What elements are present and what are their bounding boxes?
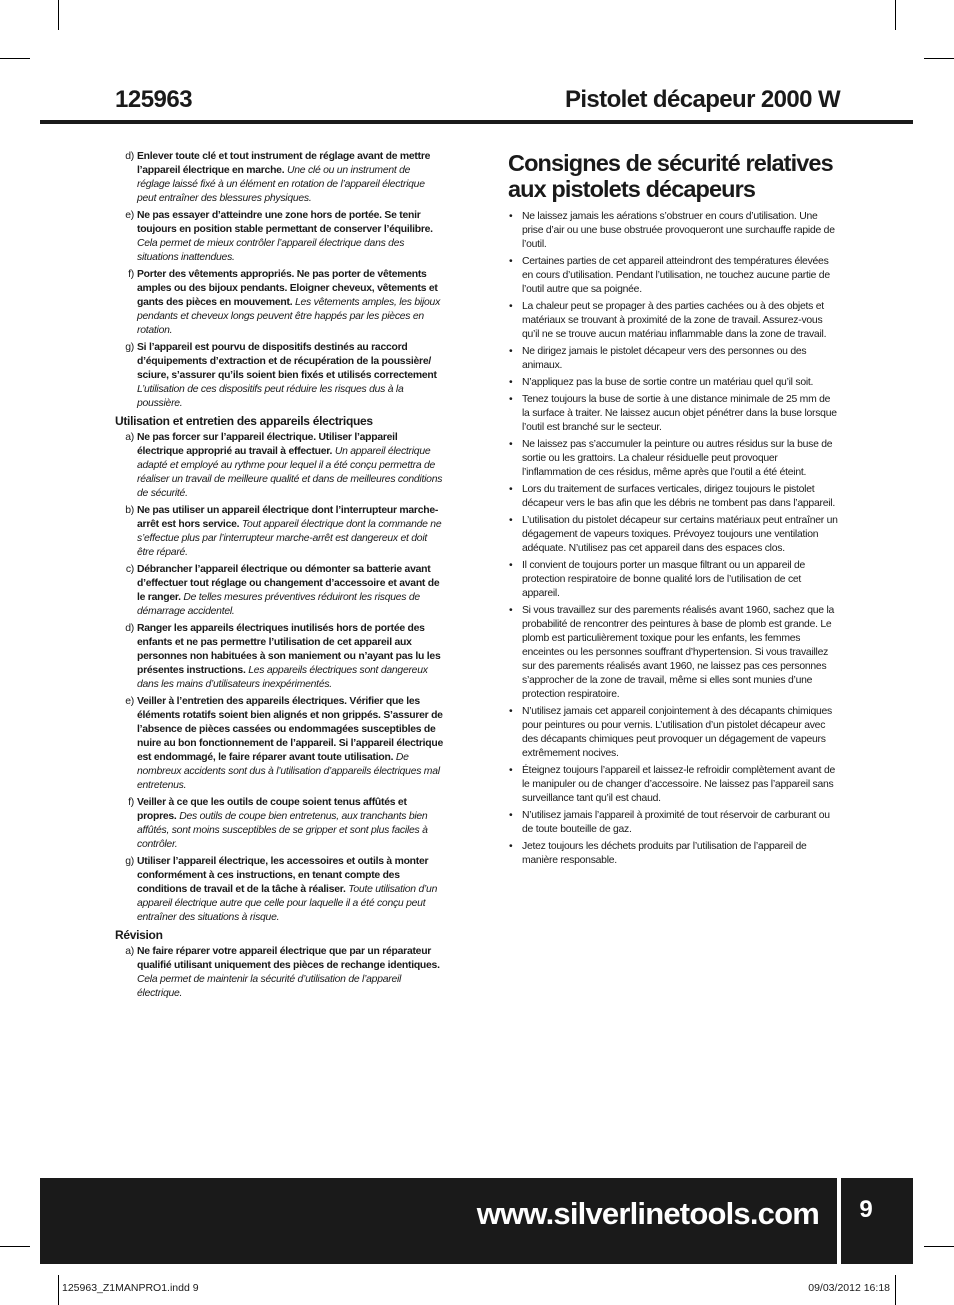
bullet-icon: • bbox=[509, 301, 513, 312]
safety-bullet bbox=[508, 705, 840, 761]
item-explanation: De nombreux accidents sont dus à l’utilisation d’appareils électriques mal entretenus. bbox=[137, 752, 440, 791]
item-label: a) bbox=[125, 432, 134, 443]
safety-bullet bbox=[508, 393, 840, 435]
bullet-icon: • bbox=[509, 256, 513, 267]
item-explanation: L’utilisation de ces dispositifs peut réduire les risques dus à la poussière. bbox=[137, 384, 404, 409]
bullet-text: Si vous travaillez sur des parements réalisés avant 1960, sachez que la probabilité de rencontrer des peintures à base de plomb est grande. Le plomb est particulièrement toxique pour les enfants, les femmes enceintes ou les personnes souffrant d’hypertension. Si vous travaillez sur des parements réalisés avant 1960, ne laissez pas ces personnes s’approcher de la zone de travail, même si elles sont munies d’une protection respiratoire. bbox=[522, 605, 835, 700]
item-label: c) bbox=[125, 564, 134, 575]
subsection-heading: Révision bbox=[115, 928, 163, 942]
item-label: f) bbox=[128, 797, 134, 808]
crop-mark bbox=[58, 1275, 59, 1305]
item-explanation: De telles mesures préventives réduiront les risques de démarrage accidentel. bbox=[137, 592, 420, 617]
bullet-text: N’utilisez jamais cet appareil conjointement à des décapants chimiques pour peintures ou pour vernis. L’utilisation d’un pistolet décapeur avec des décapants chimiques peut provoquer un dégagement de vapeurs extrêmement nocives. bbox=[522, 706, 832, 759]
item-instruction: Ne faire réparer votre appareil électrique que par un réparateur qualifié utilisant uniquement des pièces de rechange identiques. bbox=[137, 946, 440, 971]
bullet-icon: • bbox=[509, 810, 513, 821]
bullet-text: Il convient de toujours porter un masque filtrant ou un appareil de protection respiratoire de bonne qualité lors de l’utilisation de cet appareil. bbox=[522, 560, 806, 599]
safety-bullet bbox=[508, 376, 840, 390]
bullet-icon: • bbox=[509, 394, 513, 405]
item-label: d) bbox=[125, 623, 134, 634]
item-instruction: Ne pas utiliser un appareil électrique dont l’interrupteur marche-arrêt est hors service. bbox=[137, 505, 439, 530]
item-explanation: Une clé ou un instrument de réglage laissé fixé à un élément en rotation de l’appareil électrique peut entraîner des blessures physiques. bbox=[137, 165, 425, 204]
website-url[interactable]: www.silverlinetools.com bbox=[476, 1196, 819, 1231]
bullet-text: Éteignez toujours l’appareil et laissez-le refroidir complètement avant de le manipuler ou de changer d’accessoire. Ne laissez pas l’appareil sans surveillance tant qu’il est chaud. bbox=[522, 765, 836, 804]
header-rule bbox=[40, 120, 913, 124]
bullet-icon: • bbox=[509, 560, 513, 571]
item-label: g) bbox=[125, 856, 134, 867]
instruction-item bbox=[115, 855, 445, 925]
bullet-text: N’utilisez jamais l’appareil à proximité de tout réservoir de carburant ou de toute bouteille de gaz. bbox=[522, 810, 830, 835]
bullet-text: Lors du traitement de surfaces verticales, dirigez toujours le pistolet décapeur vers le bas afin que les débris ne tombent pas dans l’appareil. bbox=[522, 484, 835, 509]
instruction-item bbox=[115, 431, 445, 501]
item-explanation: Cela permet de maintenir la sécurité d’utilisation de l’appareil électrique. bbox=[137, 974, 402, 999]
crop-mark bbox=[924, 58, 954, 59]
item-instruction: Utiliser l’appareil électrique, les accessoires et outils à monter conformément à ces instructions, en tenant compte des conditions de travail et de la tâche à réaliser. bbox=[137, 856, 429, 895]
left-column bbox=[115, 150, 445, 1004]
crop-mark bbox=[895, 0, 896, 30]
slug-file: 125963_Z1MANPRO1.indd 9 bbox=[62, 1282, 199, 1294]
bullet-icon: • bbox=[509, 211, 513, 222]
item-instruction: Ne pas forcer sur l’appareil électrique. Utiliser l’appareil électrique approprié au travail à effectuer. bbox=[137, 432, 398, 457]
bullet-icon: • bbox=[509, 841, 513, 852]
item-label: e) bbox=[125, 210, 134, 221]
bullet-icon: • bbox=[509, 605, 513, 616]
item-instruction: Ne pas essayer d’atteindre une zone hors de portée. Se tenir toujours en position stable permettant de conserver l’équilibre. bbox=[137, 210, 433, 235]
safety-bullet bbox=[508, 809, 840, 837]
bullet-icon: • bbox=[509, 706, 513, 717]
item-label: e) bbox=[125, 696, 134, 707]
safety-bullet bbox=[508, 210, 840, 252]
bullet-text: Tenez toujours la buse de sortie à une distance minimale de 25 mm de la surface à traiter. Ne laissez aucun objet pénétrer dans la buse lorsque l’outil est branché sur le secteur. bbox=[522, 394, 837, 433]
item-instruction: Enlever toute clé et tout instrument de réglage avant de mettre l’appareil électrique en marche. bbox=[137, 151, 431, 176]
safety-bullet bbox=[508, 764, 840, 806]
instruction-item bbox=[115, 341, 445, 411]
item-label: d) bbox=[125, 151, 134, 162]
section-title: Consignes de sécurité relatives aux pistolets décapeurs bbox=[508, 150, 833, 202]
item-label: a) bbox=[125, 946, 134, 957]
instruction-item bbox=[115, 945, 445, 1001]
instruction-item bbox=[115, 695, 445, 793]
crop-mark bbox=[0, 58, 30, 59]
slug-date: 09/03/2012 16:18 bbox=[808, 1282, 890, 1294]
bullet-text: Jetez toujours les déchets produits par l’utilisation de l’appareil de manière responsable. bbox=[522, 841, 807, 866]
item-instruction: Veiller à ce que les outils de coupe soient tenus affûtés et propres. bbox=[137, 797, 407, 822]
crop-mark bbox=[895, 1275, 896, 1305]
instruction-item bbox=[115, 150, 445, 206]
instruction-item bbox=[115, 796, 445, 852]
bullet-text: Certaines parties de cet appareil atteindront des températures élevées en cours d’utilisation. Pendant l’utilisation, ne touchez aucune partie de l’outil autre que sa poignée. bbox=[522, 256, 830, 295]
product-code: 125963 bbox=[115, 86, 193, 113]
right-column bbox=[508, 150, 840, 871]
page-title: Pistolet décapeur 2000 W bbox=[564, 86, 840, 113]
item-label: f) bbox=[128, 269, 134, 280]
crop-mark bbox=[58, 0, 59, 30]
bullet-text: La chaleur peut se propager à des parties cachées ou à des objets et matériaux se trouvant à proximité de la zone de travail. Assurez-vous qu’il ne se trouve aucun matériau inflammable dans la zone de travail. bbox=[522, 301, 827, 340]
bullet-text: Ne laissez jamais les aérations s’obstruer en cours d’utilisation. Une prise d’air ou une buse obstruée provoqueront une surchauffe rapide de l’outil. bbox=[522, 211, 835, 250]
bullet-icon: • bbox=[509, 439, 513, 450]
safety-bullet bbox=[508, 483, 840, 511]
item-label: g) bbox=[125, 342, 134, 353]
safety-bullet bbox=[508, 514, 840, 556]
item-instruction: Veiller à l’entretien des appareils électriques. Vérifier que les éléments rotatifs soient bien alignés et non grippés. S’assurer de l’absence de pièces cassées ou endommagées susceptibles de nuire au bon fonctionnement de l’appareil. Si l’appareil électrique est endommagé, le faire réparer avant toute utilisation. bbox=[137, 696, 443, 763]
safety-bullet bbox=[508, 840, 840, 868]
item-explanation: Cela permet de mieux contrôler l’appareil électrique dans des situations inattendues. bbox=[137, 238, 405, 263]
instruction-item bbox=[115, 209, 445, 265]
page-number-box bbox=[841, 1178, 913, 1264]
safety-bullet bbox=[508, 300, 840, 342]
item-instruction: Porter des vêtements appropriés. Ne pas porter de vêtements amples ou des bijoux pendants. Eloigner cheveux, vêtements et gants des pièces en mouvement. bbox=[137, 269, 438, 308]
bullet-list bbox=[508, 210, 840, 868]
safety-bullet bbox=[508, 255, 840, 297]
item-label: b) bbox=[125, 505, 134, 516]
item-instruction: Si l’appareil est pourvu de dispositifs destinés au raccord d’équipements d’extraction et de récupération de la poussière/ sciure, s’assurer qu’ils soient bien fixés et utilisés correctement bbox=[137, 342, 437, 381]
safety-bullet bbox=[508, 438, 840, 480]
item-explanation: Toute utilisation d’un appareil électrique autre que celle pour laquelle il a été conçu peut entraîner des situations à risque. bbox=[137, 884, 438, 923]
instruction-item bbox=[115, 622, 445, 692]
subsection-heading: Utilisation et entretien des appareils électriques bbox=[115, 414, 373, 428]
bullet-text: L’utilisation du pistolet décapeur sur certains matériaux peut entraîner un dégagement de vapeurs toxiques. Prévoyez toujours une ventilation adéquate. N’utilisez pas cet appareil dans des espaces clos. bbox=[522, 515, 838, 554]
page-number: 9 bbox=[859, 1196, 873, 1223]
item-instruction: Débrancher l’appareil électrique ou démonter sa batterie avant d’effectuer tout réglage ou changement d’accessoire et avant de le ranger. bbox=[137, 564, 440, 603]
item-explanation: Tout appareil électrique dont la commande ne s’effectue plus par l’interrupteur marche-arrêt est dangereux et doit être réparé. bbox=[137, 519, 442, 558]
bullet-icon: • bbox=[509, 765, 513, 776]
instruction-item bbox=[115, 504, 445, 560]
footer-bar bbox=[40, 1178, 837, 1264]
item-explanation: Un appareil électrique adapté et employé au rythme pour lequel il a été conçu permettra de réaliser un travail de meilleure qualité et dans de meilleures conditions de sécurité. bbox=[137, 446, 443, 499]
item-explanation: Les vêtements amples, les bijoux pendants et cheveux longs peuvent être happés par les pièces en rotation. bbox=[137, 297, 441, 336]
item-explanation: Les appareils électriques sont dangereux dans les mains d’utilisateurs inexpérimentés. bbox=[137, 665, 428, 690]
item-instruction: Ranger les appareils électriques inutilisés hors de portée des enfants et ne pas permettre l’utilisation de cet appareil aux personnes non habituées à son maniement ou n’ayant pas lu les présentes instructions. bbox=[137, 623, 441, 676]
bullet-text: Ne dirigez jamais le pistolet décapeur vers des personnes ou des animaux. bbox=[522, 346, 807, 371]
safety-bullet bbox=[508, 604, 840, 702]
bullet-icon: • bbox=[509, 484, 513, 495]
item-explanation: Des outils de coupe bien entretenus, aux tranchants bien affûtés, sont moins susceptibles de se gripper et sont plus faciles à contrôler. bbox=[137, 811, 428, 850]
instruction-item bbox=[115, 268, 445, 338]
bullet-icon: • bbox=[509, 515, 513, 526]
crop-mark bbox=[0, 1246, 30, 1247]
bullet-text: N’appliquez pas la buse de sortie contre un matériau quel qu’il soit. bbox=[522, 377, 814, 388]
instruction-item bbox=[115, 563, 445, 619]
bullet-icon: • bbox=[509, 377, 513, 388]
bullet-icon: • bbox=[509, 346, 513, 357]
crop-mark bbox=[924, 1246, 954, 1247]
bullet-text: Ne laissez pas s’accumuler la peinture ou autres résidus sur la buse de sortie ou les grattoirs. La chaleur résiduelle peut provoquer l’inflammation de ces résidus, même après que l’outil a été éteint. bbox=[522, 439, 833, 478]
safety-bullet bbox=[508, 559, 840, 601]
safety-bullet bbox=[508, 345, 840, 373]
